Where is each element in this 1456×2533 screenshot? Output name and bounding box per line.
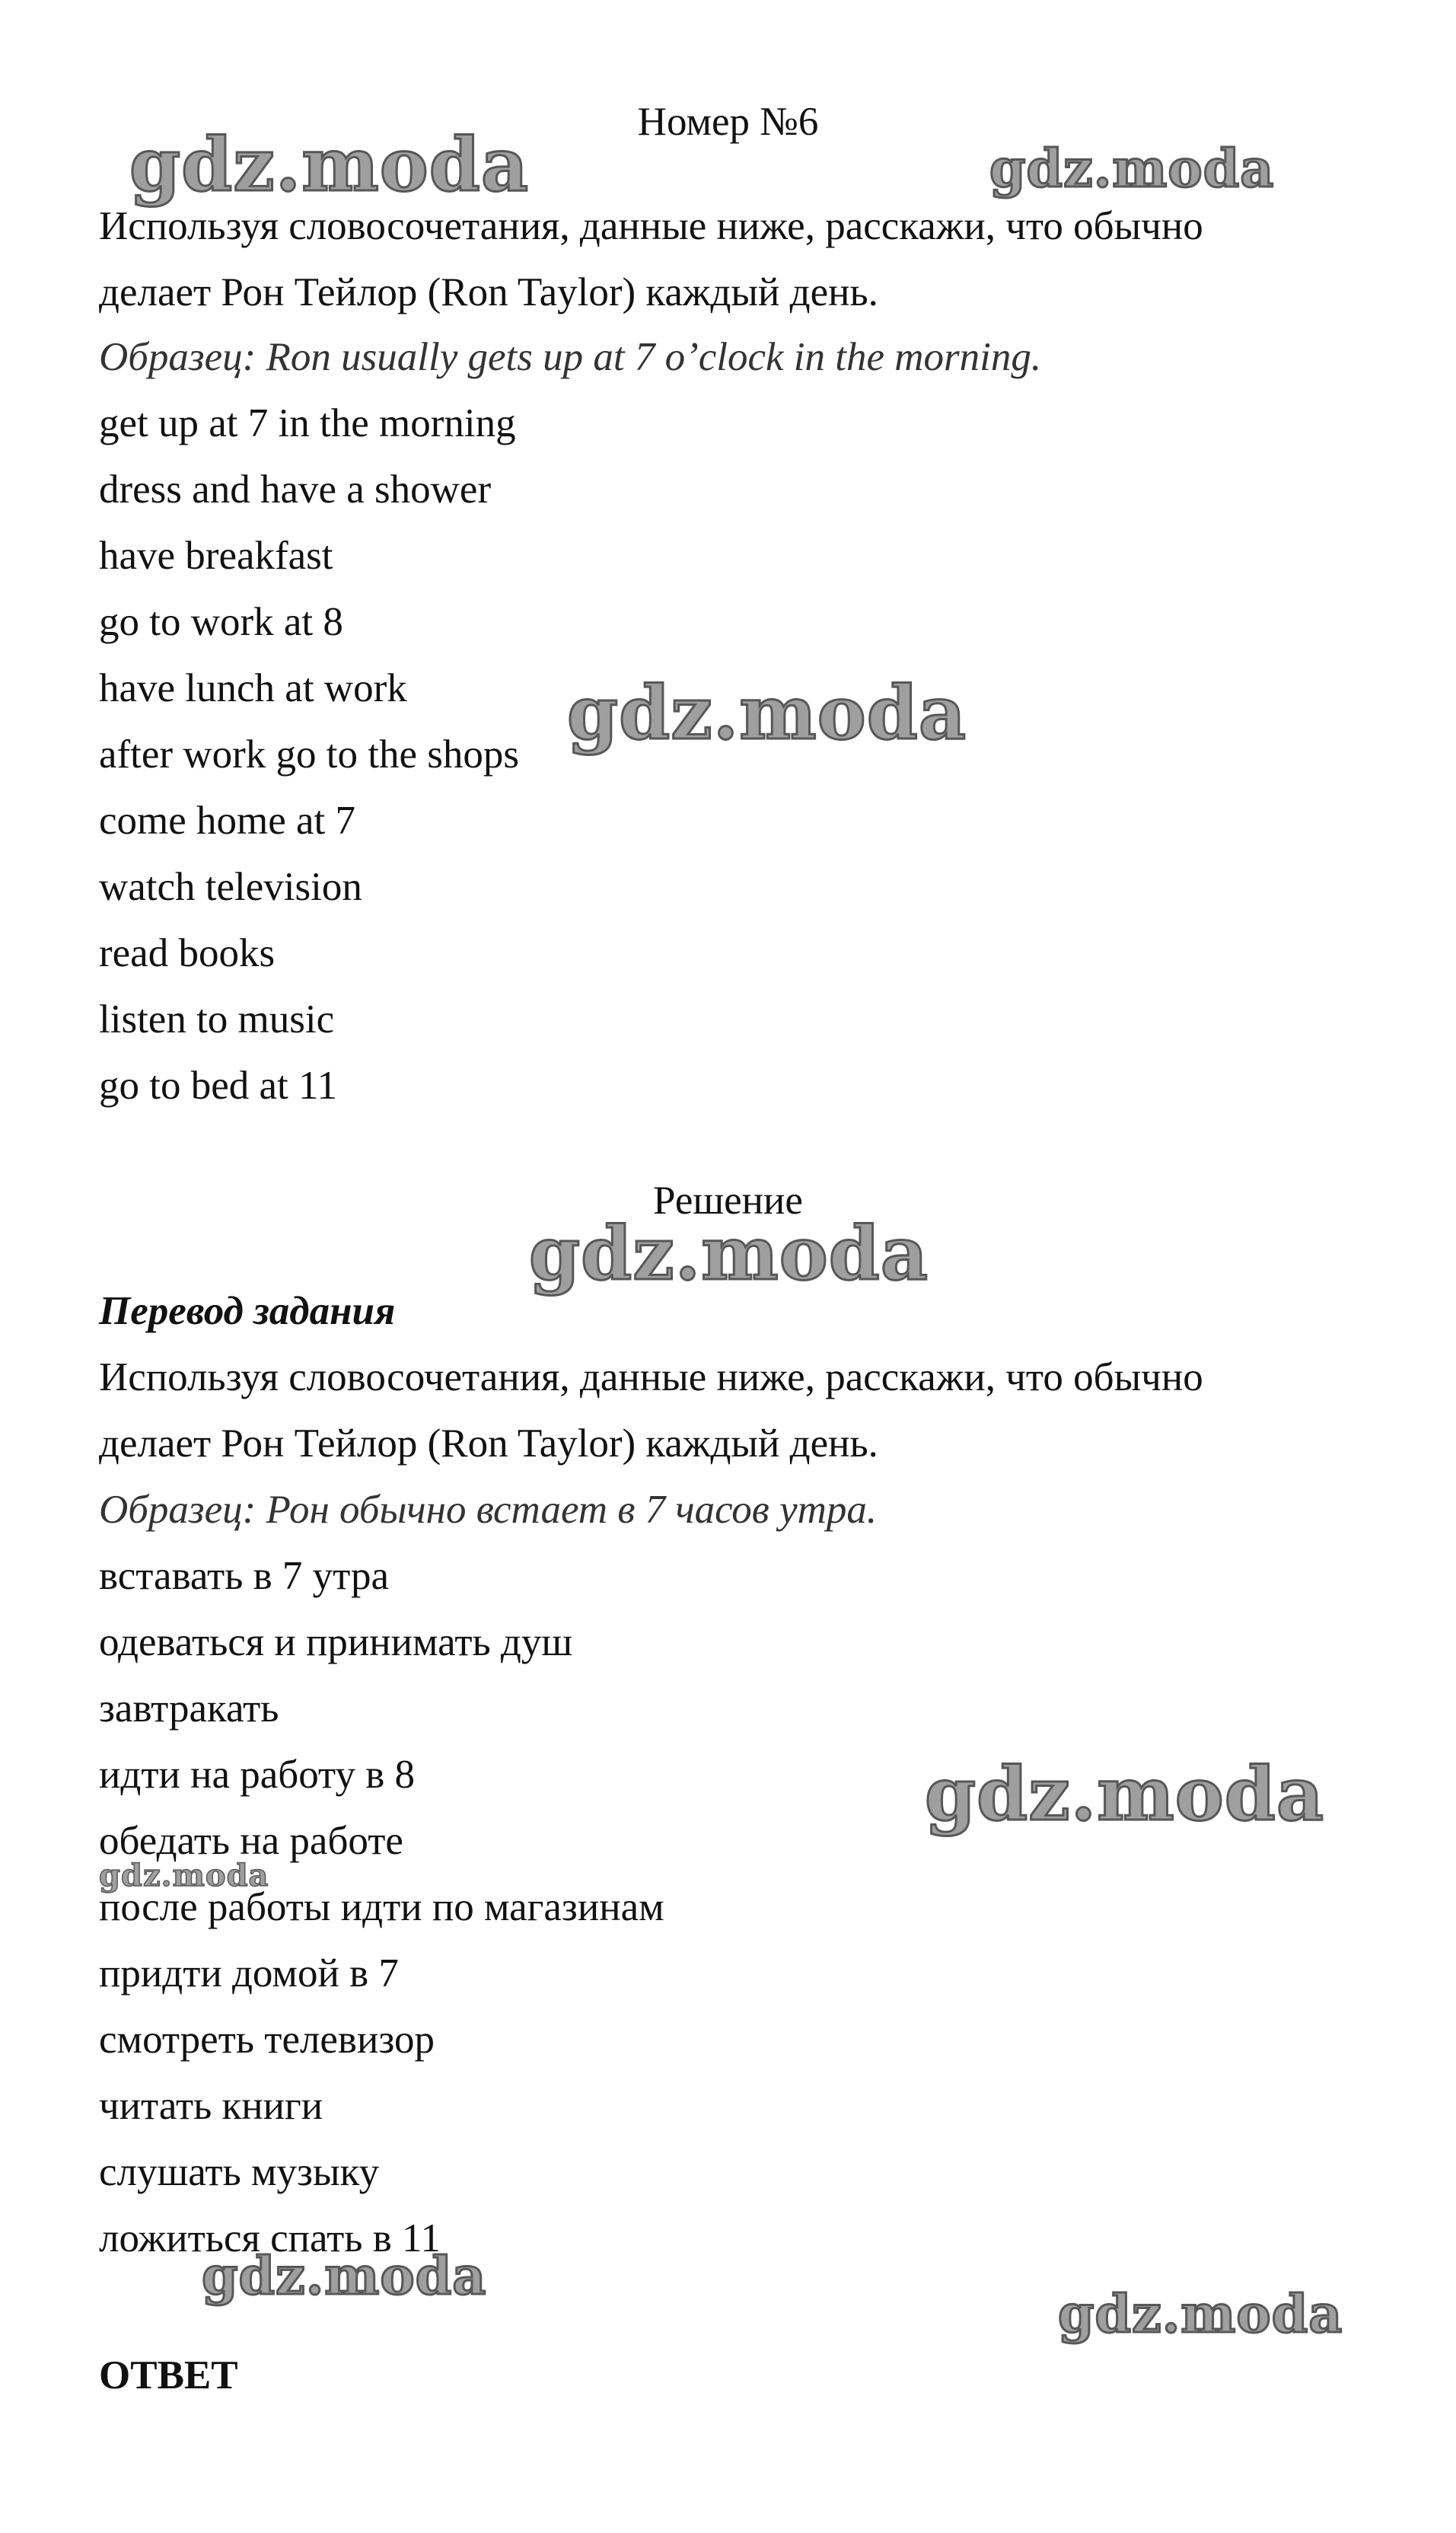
solution-item: смотреть телевизор [99, 2018, 435, 2062]
task-item: have breakfast [99, 534, 333, 578]
solution-item: слушать музыку [99, 2150, 380, 2194]
solution-instruction-line2: делает Рон Тейлор (Ron Taylor) каждый день. [99, 1421, 878, 1466]
solution-item: идти на работу в 8 [99, 1753, 416, 1797]
translation-heading: Перевод задания [99, 1289, 396, 1333]
task-item: come home at 7 [99, 799, 356, 843]
solution-item: вставать в 7 утра [99, 1554, 389, 1598]
solution-item: обедать на работе [99, 1819, 403, 1863]
task-item: get up at 7 in the morning [99, 401, 516, 445]
solution-item: читать книги [99, 2084, 323, 2128]
solution-example: Образец: Рон обычно встает в 7 часов утра. [99, 1488, 878, 1532]
watermark: gdz.moda [129, 122, 530, 208]
task-item: read books [99, 931, 276, 975]
task-item: go to work at 8 [99, 600, 343, 644]
solution-instruction-line1: Используя словосочетания, данные ниже, расскажи, что обычно [99, 1355, 1203, 1399]
task-item: after work go to the shops [99, 732, 519, 777]
watermark: gdz.moda [567, 670, 967, 756]
watermark: gdz.moda [989, 139, 1275, 199]
task-item: go to bed at 11 [99, 1064, 338, 1108]
task-item: listen to music [99, 997, 335, 1042]
task-item: have lunch at work [99, 666, 407, 710]
task-item: dress and have a shower [99, 467, 492, 512]
watermark: gdz.moda [529, 1211, 929, 1297]
watermark: gdz.moda [1058, 2284, 1343, 2345]
solution-item: придти домой в 7 [99, 1951, 399, 1995]
page-title: Номер №6 [637, 100, 819, 144]
solution-item: завтракать [99, 1686, 279, 1731]
task-example: Образец: Ron usually gets up at 7 o’clock in the morning. [99, 335, 1042, 379]
task-instruction-line2: делает Рон Тейлор (Ron Taylor) каждый день. [99, 270, 878, 314]
task-instruction-line1: Используя словосочетания, данные ниже, расскажи, что обычно [99, 204, 1203, 248]
watermark: gdz.moda [925, 1751, 1325, 1837]
watermark: gdz.moda [99, 1858, 269, 1893]
solution-heading: Решение [653, 1179, 803, 1223]
solution-item: после работы идти по магазинам [99, 1885, 664, 1929]
task-item: watch television [99, 865, 362, 909]
watermark: gdz.moda [202, 2246, 487, 2307]
solution-item: ложиться спать в 11 [99, 2216, 441, 2260]
answer-heading: ОТВЕТ [99, 2353, 238, 2397]
solution-item: одеваться и принимать душ [99, 1620, 573, 1664]
